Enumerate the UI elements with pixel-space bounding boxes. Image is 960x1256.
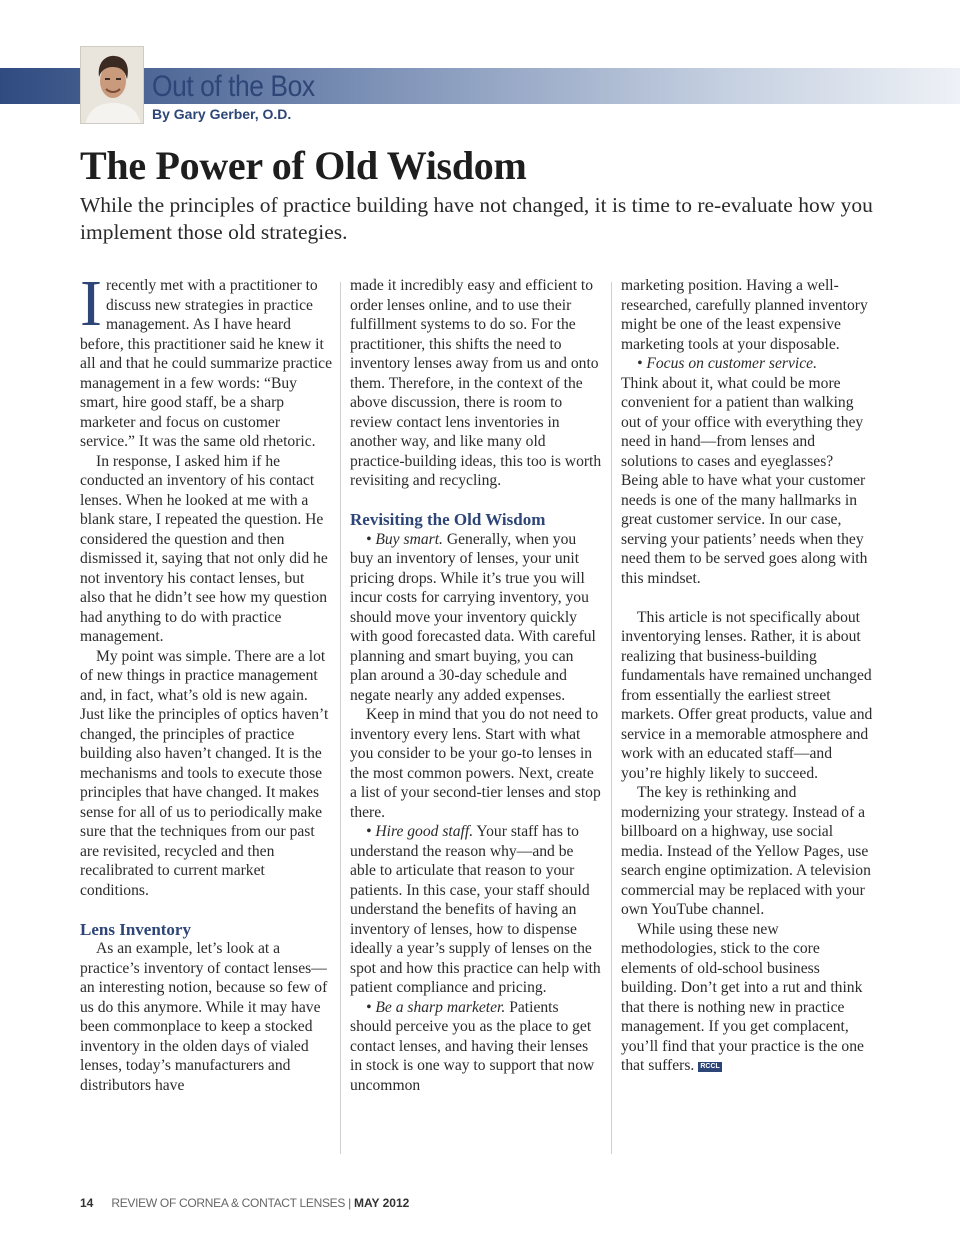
author-portrait: [80, 46, 144, 124]
paragraph: This article is not specifically about inventorying lenses. Rather, it is about realizing that business-building fundamentals have remained unchanged from essentially the earliest street markets. Offer great products, value and service in a memorable atmosphere and work with an educated staff—and you’re highly likely to succeed.: [621, 608, 873, 782]
paragraph-text: recently met with a practitioner to discuss new strategies in practice management. As I have heard before, this practitioner said he knew it all and that he could summarize practice management in a few words: “Buy smart, hire good staff, be a sharp marketer and focus on customer service.” It was the same old rhetoric.: [80, 277, 332, 450]
deck: While the principles of practice building have not changed, it is time to re-evaluate how you implement those old strategies.: [80, 193, 873, 244]
article-column-3: [621, 276, 873, 1076]
bullet-paragraph: [350, 998, 602, 1096]
paragraph: [80, 267, 332, 452]
bullet-label: • Be a sharp marketer.: [366, 998, 506, 1016]
article-column-2: [350, 276, 602, 1095]
column-title: Out of the Box: [152, 70, 315, 103]
page-number: 14: [80, 1196, 94, 1210]
drop-cap: I: [80, 267, 102, 340]
bullet-label: • Focus on customer service.: [637, 355, 817, 372]
bullet-text: Your staff has to understand the reason why—and be able to articulate that reason to your patients. In this case, your staff should understand the benefits of having an inventory of lenses, how to dispense ideally a year’s supply of lenses on the spot and how this practice can help with patient compliance and pricing.: [350, 823, 601, 996]
bullet-paragraph: [350, 822, 602, 998]
bullet-label: • Hire good staff.: [366, 823, 474, 840]
page-footer: [80, 1195, 409, 1211]
bullet-paragraph: [621, 354, 873, 374]
headline: The Power of Old Wisdom: [80, 143, 527, 188]
column-divider: [611, 282, 612, 1154]
paragraph: Think about it, what could be more convenient for a patient than walking out of your office with everything they need in hand—from lenses and solutions to cases and eyeglasses? Being able to have what your customer needs is one of the many hallmarks in great customer service. In our case, serving your patients’ needs when they need them to be served goes along with this mindset.: [621, 374, 868, 587]
paragraph: The key is rethinking and modernizing your strategy. Instead of a billboard on a highway, use social media. Instead of the Yellow Pages, use search engine optimization. A television commercial may be replaced with your own YouTube channel.: [621, 784, 871, 918]
end-mark-icon: RCCL: [700, 1063, 720, 1070]
issue-date: MAY 2012: [353, 1196, 410, 1210]
publication-name: REVIEW OF CORNEA & CONTACT LENSES |: [111, 1196, 354, 1210]
author-portrait-image: [81, 47, 144, 124]
paragraph-text: While using these new methodologies, stick to the core elements of old-school business building. Don’t get into a rut and think that there is nothing new in practice management. If you get complacent, you’ll find that your practice is the one that suffers.: [621, 920, 864, 1074]
byline: By Gary Gerber, O.D.: [152, 106, 292, 122]
paragraph: made it incredibly easy and efficient to order lenses online, and to use their fulfillment systems to do so. For the practitioner, this shifts the need to inventory lenses away from us and onto them. Therefore, in the context of the above discussion, there is room to review contact lens inventories in another way, and like many old practice-building ideas, this too is worth revisiting and recycling.: [350, 277, 602, 489]
column-divider: [340, 282, 341, 1154]
paragraph: [621, 920, 873, 1076]
bullet-text: Patients should perceive you as the place to get contact lenses, and having their lenses in stock is one way to support that now uncommon: [350, 998, 595, 1094]
bullet-text: Generally, when you buy an inventory of lenses, your unit pricing drops. While it’s true you will incur costs for carrying inventory, you should move your inventory quickly with good forecasted data. With careful planning and smart buying, you can plan around a 30-day schedule and negate nearly any added expenses.: [350, 530, 596, 704]
bullet-paragraph: [350, 530, 602, 706]
section-heading: Lens Inventory: [80, 919, 191, 939]
header-band: [0, 68, 960, 104]
paragraph: My point was simple. There are a lot of new things in practice management and, in fact, what’s old is new again. Just like the principles of optics haven’t changed, the principles of practice building also haven’t changed. It is the mechanisms and tools to execute those principles that have changed. It makes sense for all of us to periodically make sure that the techniques from our past are revisited, recycled and then recalibrated to current market conditions.: [80, 647, 329, 899]
paragraph: Keep in mind that you do not need to inventory every lens. Start with what you consider to be your go-to lenses in the most common powers. Next, create a list of your second-tier lenses and stop there.: [350, 706, 601, 821]
bullet-label: • Buy smart.: [366, 530, 443, 548]
paragraph: In response, I asked him if he conducted an inventory of his contact lenses. When he looked at me with a blank stare, I repeated the question. He considered the question and then dismissed it, saying that not only did he not inventory his contact lenses, but also that he didn’t see how my question had anything to do with practice management.: [80, 452, 328, 645]
paragraph: marketing position. Having a well-researched, carefully planned inventory might be one of the least expensive marketing tools at your disposable.: [621, 277, 868, 353]
paragraph: As an example, let’s look at a practice’s inventory of contact lenses—an interesting notion, because so few of us do this anymore. While it may have been commonplace to keep a stocked inventory in the olden days of vialed lenses, today’s manufacturers and distributors have: [80, 940, 328, 1094]
section-heading: Revisiting the Old Wisdom: [350, 510, 546, 529]
article-column-1: [80, 267, 332, 1095]
